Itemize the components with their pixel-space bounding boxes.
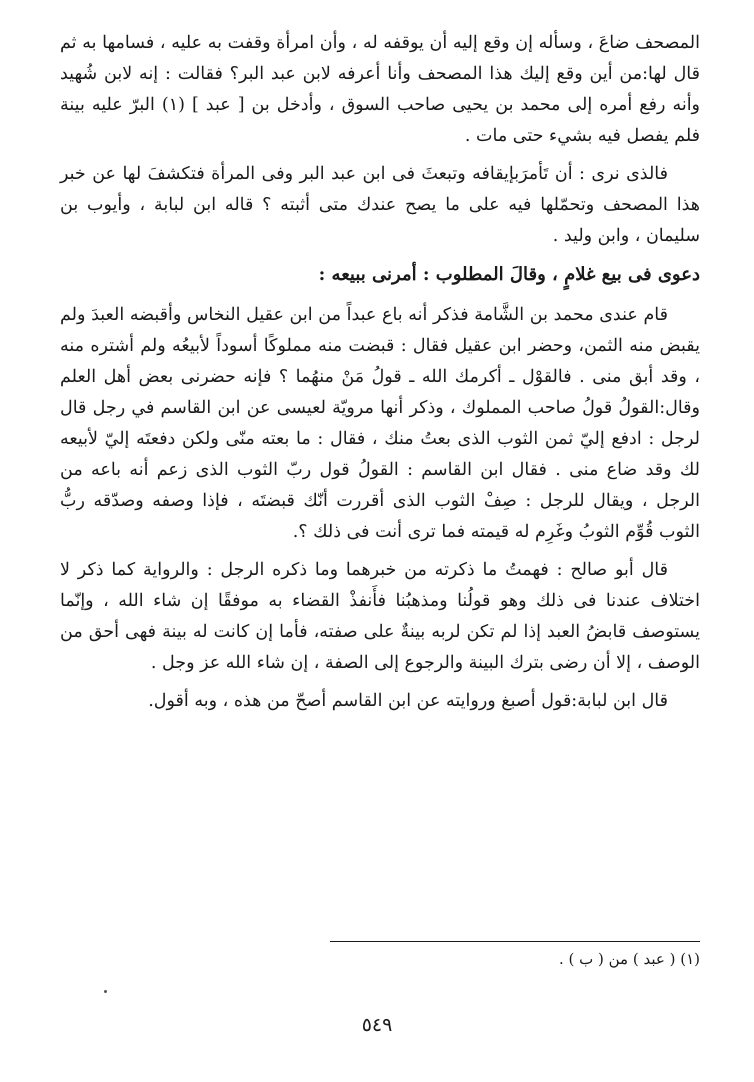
page-body <box>60 28 700 724</box>
paragraph-1: المصحف ضاعَ ، وسأله إن وقع إليه أن يوقفه له ، وأن امرأة وقفت به عليه ، فسامها به ثم قال لها:من أين وقع إليك هذا المصحف وأنا أعرفه لابن عبد البر؟ فقالت : إنه لابن شُهيد وأنه رفع أمره إلى محمد بن يحيى صاحب السوق ، وأدخل بن [ عبد ] (١) البرّ عليه بينة فلم يفصل فيه بشيء حتى مات . <box>60 33 701 146</box>
page-number: ٥٤٩ <box>361 1014 393 1036</box>
paragraph-5: قال ابن لبابة:قول أصبغ وروايته عن ابن القاسم أصحّ من هذه ، وبه أقول. <box>148 691 668 711</box>
scan-speck <box>104 990 107 993</box>
paragraph-3: قام عندى محمد بن الشَّامة فذكر أنه باع عبداً من ابن عقيل النخاس وأقبضه العبدَ ولم يقبض منه الثمن، وحضر ابن عقيل فقال : قبضت منه مملوكًا أسوداً لأبيعُه ولم أشتره منه ، وقد أبق منى . فالقوْل ـ أكرمك الله ـ قولُ مَنْ منهُما ؟ فإنه حضرنى بعض أهل العلم وقال:القولُ قولُ صاحب المملوك ، وذكر أنها مرويّة لعيسى عن ابن القاسم في رجل قال لرجل : ادفع إليّ ثمن الثوب الذى بعتُ منك ، فقال : ما بعته منّى ولكن دفعتَه إليّ لأبيعه لك وقد ضاع منى . فقال ابن القاسم : القولُ قول ربّ الثوب الذى زعم أنه باعه من الرجل ، ويقال للرجل : صِفْ الثوب الذى أقررت أنّك قبضتَه ، فإذا وصفه وصدّقه ربُّ الثوب قُوِّم الثوبُ وغَرِم له قيمته فما ترى أنت فى ذلك ؟. <box>60 305 700 542</box>
paragraph-4: قال أبو صالح : فهمتُ ما ذكرته من خبرهما وما ذكره الرجل : والرواية كما ذكر لا اختلاف عندنا فى ذلك وهو قولُنا ومذهبُنا فأَنفذْ القضاء به موفقًا إن شاء الله ، وإنّما يستوصف قابضُ العبد إذا لم تكن لربه بينةٌ على صفته، فأما إن كانت له بينة فهى أحق من الوصف ، إلا أن رضى بترك البينة والرجوع إلى الصفة ، إن شاء الله عز وجل . <box>60 560 700 673</box>
section-heading: دعوى فى بيع غلامٍ ، وقالَ المطلوب : أمرنى ببيعه : <box>318 264 700 285</box>
footnote: (١) ( عبد ) من ( ب ) . <box>558 950 700 968</box>
footnote-divider <box>330 941 700 942</box>
paragraph-2: فالذى نرى : أن تَأمرَبإيقافه وتبعثَ فى ابن عبد البر وفى المرأة فتكشفَ لها عن خبر هذا المصحف وتحمّلها فيه على ما يصح عندك متى أثبته ؟ قاله ابن لبابة ، وأيوب بن سليمان ، وابن وليد . <box>60 164 700 246</box>
